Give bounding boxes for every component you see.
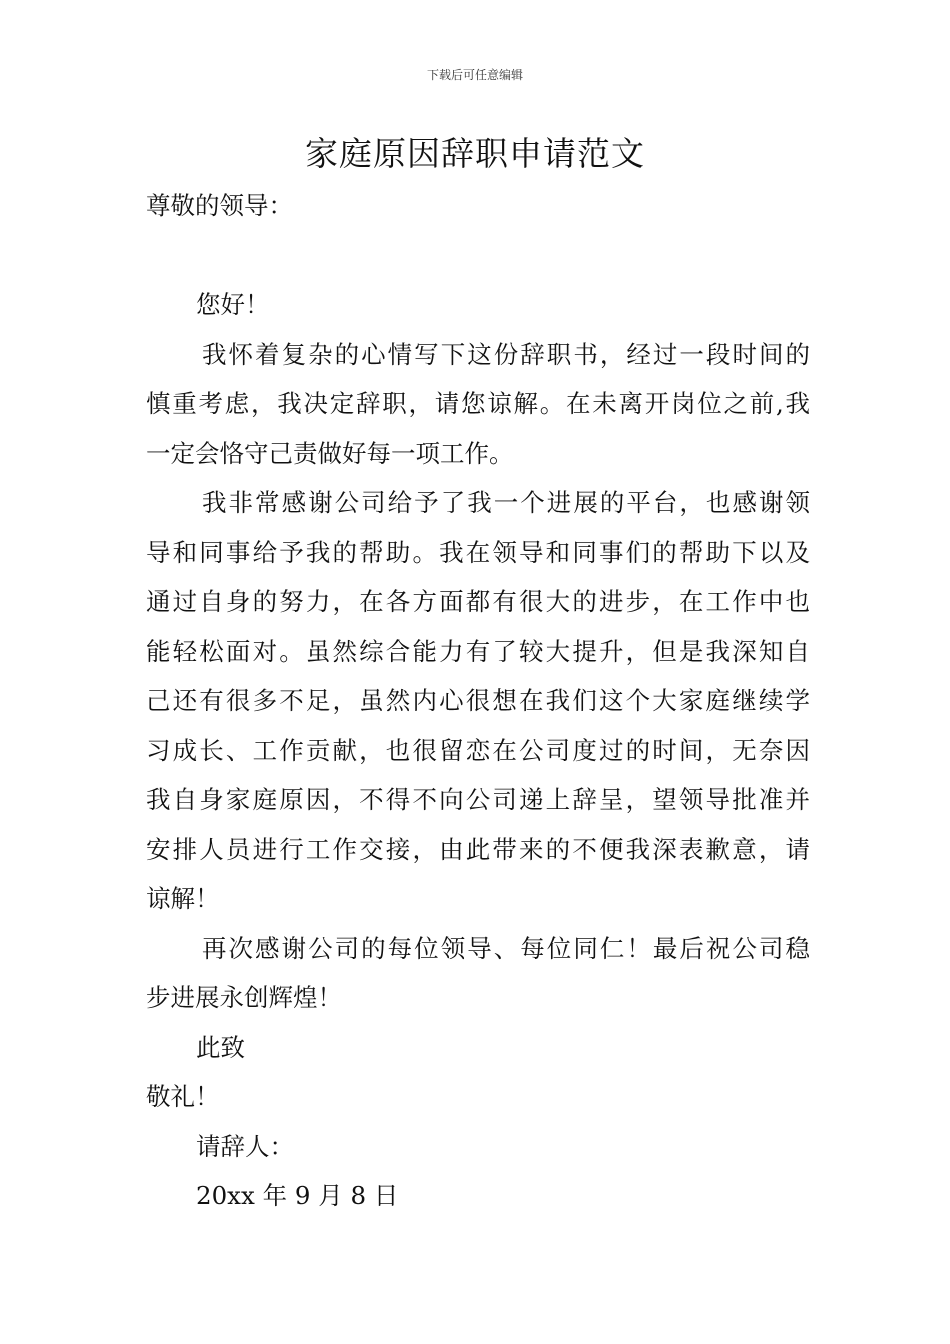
paragraph-1	[146, 330, 810, 479]
paragraph-1-line: 慎重考虑，我决定辞职，请您谅解。在未离开岗位之前,我	[146, 389, 810, 418]
paragraph-2	[146, 478, 810, 924]
document-title: 家庭原因辞职申请范文	[305, 134, 645, 173]
paragraph-2-line: 能轻松面对。虽然综合能力有了较大提升，但是我深知自	[146, 636, 810, 666]
paragraph-2-line: 我非常感谢公司给予了我一个进展的平台，也感谢领	[202, 488, 810, 517]
signer-label: 请辞人：	[196, 1131, 294, 1161]
date: 20xx 年 9 月 8 日	[196, 1181, 399, 1210]
paragraph-3-line: 再次感谢公司的每位领导、每位同仁！最后祝公司稳	[202, 933, 810, 963]
paragraph-3-line: 步进展永创辉煌！	[146, 983, 342, 1012]
paragraph-2-line: 习成长、工作贡献，也很留恋在公司度过的时间，无奈因	[146, 735, 810, 765]
closing-jingli: 敬礼！	[146, 1082, 220, 1111]
blank-line	[146, 231, 810, 281]
letter-body	[146, 181, 810, 1221]
closing-cizhi: 此致	[196, 1032, 245, 1062]
paragraph-2-line: 我自身家庭原因，不得不向公司递上辞呈，望领导批准并	[146, 785, 810, 814]
paragraph-2-line: 谅解！	[146, 884, 220, 913]
paragraph-1-line: 一定会恪守己责做好每一项工作。	[146, 438, 514, 468]
paragraph-3	[146, 924, 810, 1023]
greeting: 您好！	[196, 290, 270, 319]
header-note: 下载后可任意编辑	[426, 68, 523, 82]
paragraph-2-line: 导和同事给予我的帮助。我在领导和同事们的帮助下以及	[146, 537, 810, 567]
paragraph-1-line: 我怀着复杂的心情写下这份辞职书，经过一段时间的	[202, 339, 810, 369]
paragraph-2-line: 己还有很多不足，虽然内心很想在我们这个大家庭继续学	[146, 686, 810, 715]
salutation: 尊敬的领导：	[146, 191, 293, 220]
paragraph-2-line: 通过自身的努力，在各方面都有很大的进步，在工作中也	[146, 587, 810, 616]
paragraph-2-line: 安排人员进行工作交接，由此带来的不便我深表歉意，请	[146, 834, 810, 864]
